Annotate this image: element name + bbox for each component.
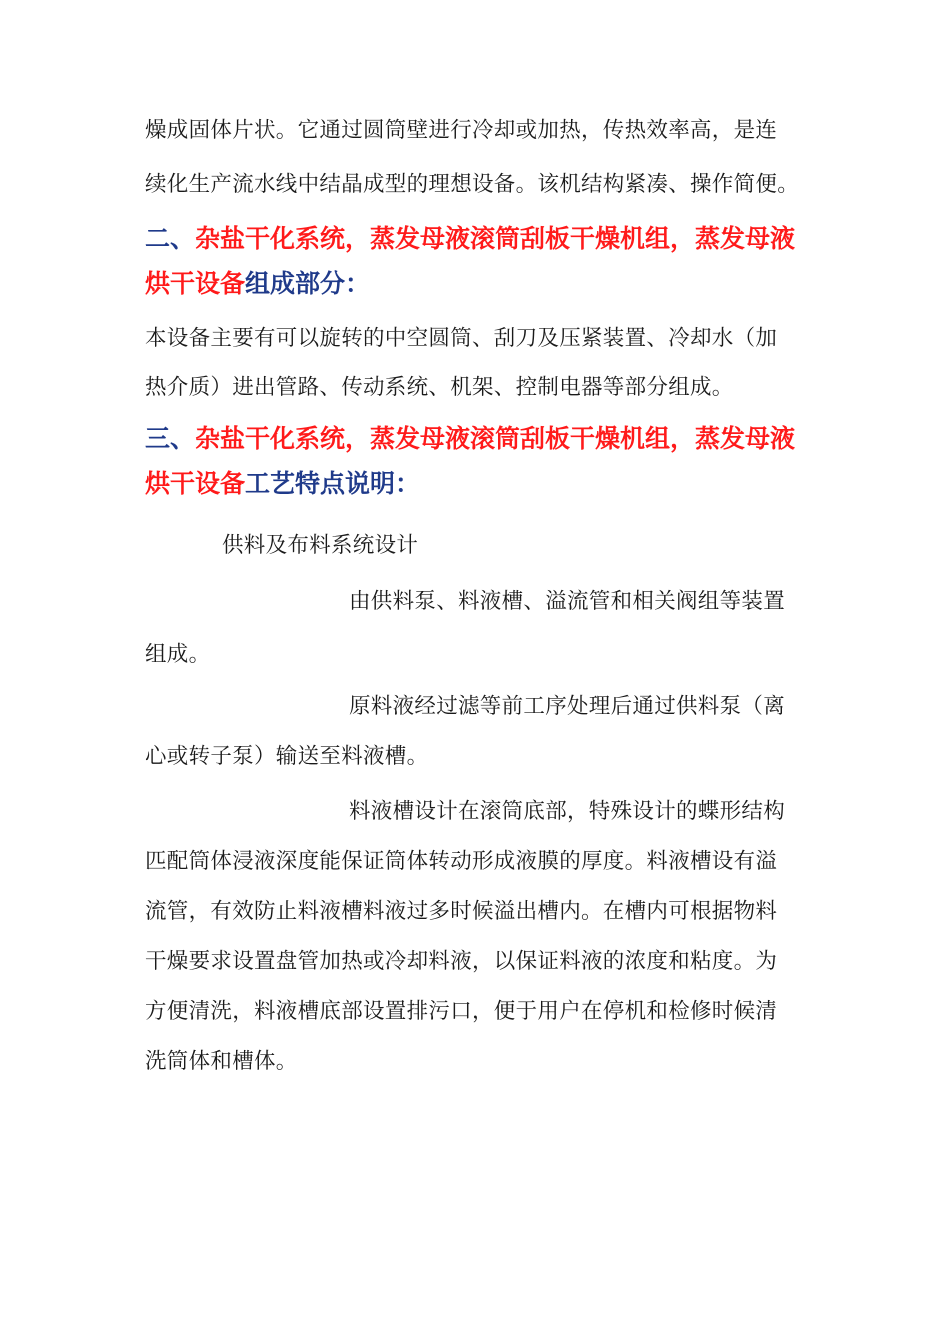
section-subtitle: 供料及布料系统设计 <box>222 533 419 558</box>
heading3-number: 三、 <box>145 424 196 453</box>
heading3-suffix: 工艺特点说明： <box>245 469 421 498</box>
heading2-red-text-2: 烘干设备 <box>145 269 246 298</box>
para2-line1: 本设备主要有可以旋转的中空圆筒、刮刀及压紧装置、冷却水（加 <box>145 326 778 351</box>
para1-line1: 燥成固体片状。它通过圆筒壁进行冷却或加热，传热效率高，是连 <box>145 118 778 143</box>
heading3-red-text: 杂盐干化系统，蒸发母液滚筒刮板干燥机组，蒸发母液 <box>195 424 796 453</box>
para4-line1: 原料液经过滤等前工序处理后通过供料泵（离 <box>349 694 786 719</box>
para3-line1: 由供料泵、料液槽、溢流管和相关阀组等装置 <box>349 589 786 614</box>
heading3-red-text-2: 烘干设备 <box>145 469 246 498</box>
heading2-suffix: 组成部分： <box>245 269 371 298</box>
heading2-red-text: 杂盐干化系统，蒸发母液滚筒刮板干燥机组，蒸发母液 <box>195 224 796 253</box>
heading3-line2 <box>145 466 809 502</box>
para1-line2: 续化生产流水线中结晶成型的理想设备。该机结构紧凑、操作简便。 <box>145 172 800 197</box>
para5-line3: 流管，有效防止料液槽料液过多时候溢出槽内。在槽内可根据物料 <box>145 899 778 924</box>
para5-line4: 干燥要求设置盘管加热或冷却料液，以保证料液的浓度和粘度。为 <box>145 949 778 974</box>
para5-line2: 匹配筒体浸液深度能保证筒体转动形成液膜的厚度。料液槽设有溢 <box>145 849 778 874</box>
heading2-line1 <box>145 221 809 257</box>
para5-line5: 方便清洗，料液槽底部设置排污口，便于用户在停机和检修时候清 <box>145 999 778 1024</box>
para5-line1: 料液槽设计在滚筒底部，特殊设计的蝶形结构 <box>349 799 786 824</box>
heading2-line2 <box>145 266 809 302</box>
para4-line2: 心或转子泵）输送至料液槽。 <box>145 744 429 769</box>
heading2-number: 二、 <box>145 224 196 253</box>
para3-line2: 组成。 <box>145 642 211 667</box>
heading3-line1 <box>145 421 809 457</box>
para5-line6: 洗筒体和槽体。 <box>145 1049 298 1074</box>
para2-line2: 热介质）进出管路、传动系统、机架、控制电器等部分组成。 <box>145 375 734 400</box>
